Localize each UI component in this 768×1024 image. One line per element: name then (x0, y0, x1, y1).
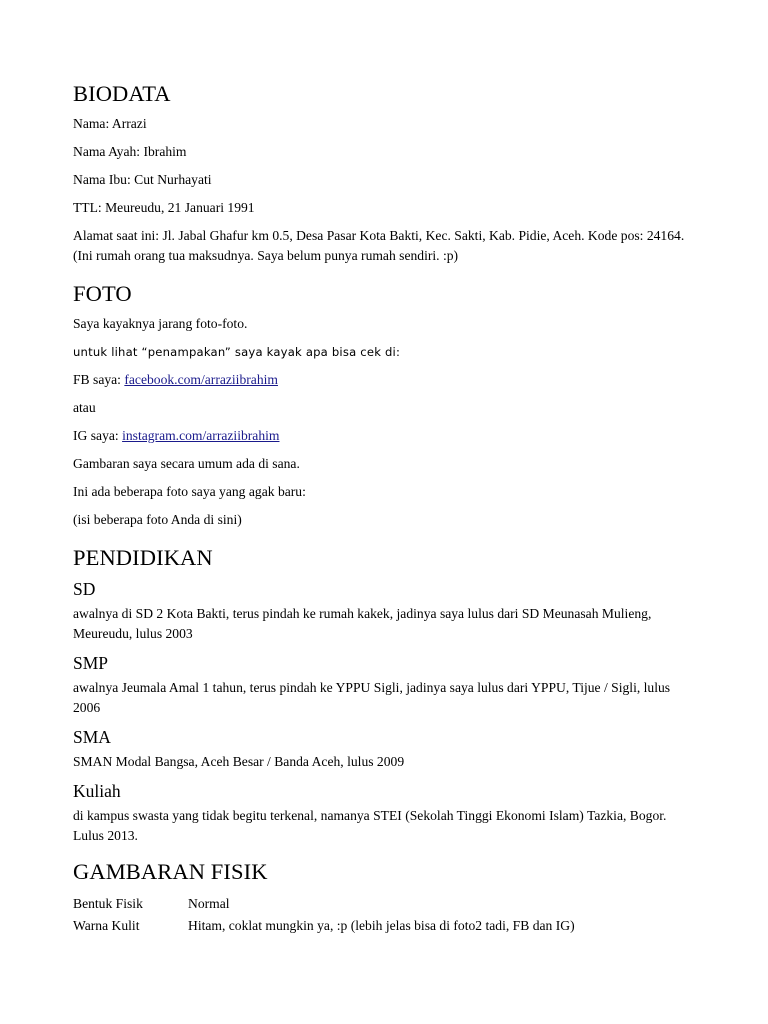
warna-kulit-value: Hitam, coklat mungkin ya, :p (lebih jelas bisa di foto2 tadi, FB dan IG) (188, 918, 575, 933)
pendidikan-heading: PENDIDIKAN (73, 545, 213, 570)
gambaran-fisik-section (73, 858, 713, 935)
fisik-table (73, 890, 618, 935)
gambaran-fisik-heading: GAMBARAN FISIK (73, 859, 268, 884)
bentuk-fisik-label: Bentuk Fisik (73, 895, 143, 911)
instagram-link[interactable]: instagram.com/arraziibrahim (122, 428, 280, 443)
ig-prefix: IG saya: (73, 428, 123, 443)
gambaran-line: Gambaran saya secara umum ada di sana. (73, 456, 300, 471)
warna-kulit-label: Warna Kulit (73, 918, 140, 933)
ig-line (73, 426, 713, 446)
nama-line: Nama: Arrazi (73, 116, 147, 131)
foto-placeholder-line: (isi beberapa foto Anda di sini) (73, 512, 242, 527)
foto-baru-line: Ini ada beberapa foto saya yang agak baru: (73, 484, 306, 499)
table-row (73, 916, 618, 935)
sd-subheading: SD (73, 579, 96, 599)
nama-ibu-line: Nama Ibu: Cut Nurhayati (73, 172, 212, 187)
kuliah-paragraph: di kampus swasta yang tidak begitu terkenal, namanya STEI (Sekolah Tinggi Ekonomi Islam) Tazkia, Bogor. Lulus 2013. (73, 808, 667, 843)
alamat-paragraph: Alamat saat ini: Jl. Jabal Ghafur km 0.5, Desa Pasar Kota Bakti, Kec. Sakti, Kab. Pidie, Aceh. Kode pos: 24164. (Ini rumah orang tua maksudnya. Saya belum punya rumah sendiri. :p) (73, 228, 685, 263)
foto-section (73, 280, 713, 530)
kuliah-subheading: Kuliah (73, 781, 121, 801)
ttl-line: TTL: Meureudu, 21 Januari 1991 (73, 200, 255, 215)
biodata-section (73, 80, 713, 266)
nama-ayah-line: Nama Ayah: Ibrahim (73, 144, 187, 159)
smp-subheading: SMP (73, 653, 109, 673)
pendidikan-section (73, 544, 713, 846)
foto-intro-line: Saya kayaknya jarang foto-foto. (73, 316, 248, 331)
sd-paragraph: awalnya di SD 2 Kota Bakti, terus pindah ke rumah kakek, jadinya saya lulus dari SD Meunasah Mulieng, Meureudu, lulus 2003 (73, 606, 652, 641)
document-page (73, 78, 713, 935)
facebook-link[interactable]: facebook.com/arraziibrahim (124, 372, 278, 387)
biodata-heading: BIODATA (73, 81, 171, 106)
fb-prefix: FB saya: (73, 372, 125, 387)
sma-paragraph: SMAN Modal Bangsa, Aceh Besar / Banda Aceh, lulus 2009 (73, 754, 405, 769)
foto-lihat-line: untuk lihat “penampakan” saya kayak apa bisa cek di: (73, 345, 401, 359)
bentuk-fisik-value: Normal (188, 895, 230, 911)
smp-paragraph: awalnya Jeumala Amal 1 tahun, terus pindah ke YPPU Sigli, jadinya saya lulus dari YPPU, Tijue / Sigli, lulus 2006 (73, 680, 671, 715)
sma-subheading: SMA (73, 727, 111, 747)
table-row (73, 890, 618, 916)
fb-line (73, 370, 713, 390)
foto-heading: FOTO (73, 281, 132, 306)
atau-line: atau (73, 400, 96, 415)
